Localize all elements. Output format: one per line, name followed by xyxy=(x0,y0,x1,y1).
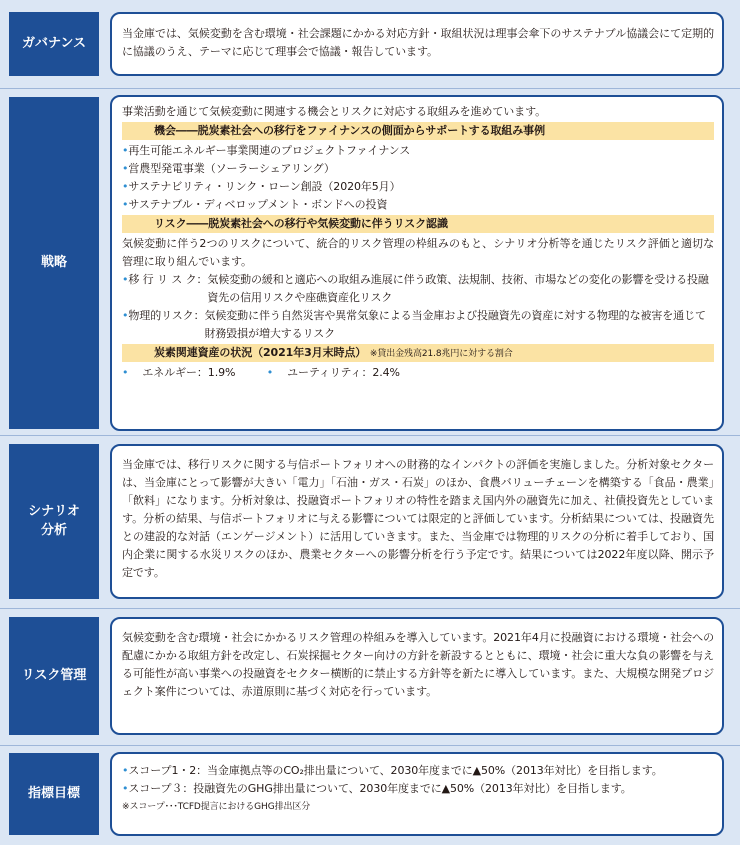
list-item: •サステナビリティ・リンク・ローン創設（2020年5月） xyxy=(122,180,401,193)
scenario-label: シナリオ 分析 xyxy=(9,444,99,599)
list-item: •サステナブル・ディベロップメント・ボンドへの投資 xyxy=(122,198,388,211)
strategy-row xyxy=(0,88,740,379)
utility-ratio: • ユーティリティ：2.4% xyxy=(266,366,400,379)
risk-management-label: リスク管理 xyxy=(9,617,99,735)
metrics-note: ※スコープ･･･TCFD提言におけるGHG排出区分 xyxy=(122,802,311,812)
scenario-text: 当金庫では、移行リスクに関する与信ポートフォリオへの財務的なインパクトの評価を実施しました。分析対象セクターは、当金庫にとって影響が大きい「電力」「石油・ガス・石炭」のほか、食農バリューチェーンを構築する「食品・農業」「飲料」になります。分析対象は、投融資ポートフォリオの特性を踏まえ国内外の融資先に加え、社債投資先としています。分析の結果、与信ポートフォリオに与える影響については限定的と評価しています。分析結果については、投融資先との建設的な対話（エンゲージメント）に活用していきます。また、当金庫では物理的リスクの分析に着手しており、国内企業に関する水災リスクのほか、農業セクターへの影響分析を行う予定です。結果については2022年度以降、開示予定です。 xyxy=(122,458,714,579)
opportunity-heading: 機会――脱炭素社会への移行をファイナンスの側面からサポートする取組み事例 xyxy=(122,122,714,140)
physical-risk-label: 物理的リスク： xyxy=(128,309,205,322)
list-item: •営農型発電事業（ソーラーシェアリング） xyxy=(122,162,335,175)
list-item: •再生可能エネルギー事業関連のプロジェクトファイナンス xyxy=(122,144,411,157)
list-item: •スコープ1・2：当金庫拠点等のCO₂排出量について、2030年度までに▲50%（2013年対比）を目指します。 xyxy=(122,764,663,777)
energy-ratio: • エネルギー：1.9% xyxy=(122,366,236,379)
strategy-intro: 事業活動を通じて気候変動に関連する機会とリスクに対応する取組みを進めています。 xyxy=(122,105,546,118)
scenario-box xyxy=(110,444,724,599)
transition-risk-label: 移 行 リ ス ク： xyxy=(128,273,208,286)
carbon-ratios xyxy=(122,364,714,382)
physical-risk: •物理的リスク： 気候変動に伴う自然災害や異常気象による当金庫および投融資先の資産に対する物理的な被害を通じて財務毀損が増大するリスク xyxy=(122,307,714,343)
risk-heading: リスク――脱炭素社会への移行や気候変動に伴うリスク認識 xyxy=(122,215,714,233)
scenario-row xyxy=(0,435,740,579)
list-item: •スコープ３：投融資先のGHG排出量について、2030年度までに▲50%（2013年対比）を目指します。 xyxy=(122,782,632,795)
physical-risk-text: 気候変動に伴う自然災害や異常気象による当金庫および投融資先の資産に対する物理的な被害を通じて財務毀損が増大するリスク xyxy=(204,309,706,340)
risk-intro: 気候変動に伴う2つのリスクについて、統合的リスク管理の枠組みのもと、シナリオ分析等を通じたリスク評価と適切な管理に取り組んでいます。 xyxy=(122,237,714,268)
transition-risk: •移 行 リ ス ク： 気候変動の緩和と適応への取組み進展に伴う政策、法規制、技術、市場などの変化の影響を受ける投融資先の信用リスクや座礁資産化リスク xyxy=(122,271,714,307)
carbon-heading: 炭素関連資産の状況（2021年3月末時点） ※貸出金残高21.8兆円に対する割合 xyxy=(122,344,714,362)
risk-management-box xyxy=(110,617,724,735)
strategy-box xyxy=(110,95,724,431)
metrics-label: 指標目標 xyxy=(9,753,99,835)
carbon-note: ※貸出金残高21.8兆円に対する割合 xyxy=(369,349,513,359)
governance-text: 当金庫では、気候変動を含む環境・社会課題にかかる対応方針・取組状況は理事会傘下のサステナブル協議会にて定期的に協議のうえ、テーマに応じて理事会で協議・報告しています。 xyxy=(122,27,714,58)
governance-label: ガバナンス xyxy=(9,12,99,76)
metrics-box xyxy=(110,752,724,836)
strategy-label: 戦略 xyxy=(9,97,99,429)
risk-management-text: 気候変動を含む環境・社会にかかるリスク管理の枠組みを導入しています。2021年4月に投融資における環境・社会への配慮にかかる取組方針を改定し、石炭採掘セクター向けの方針を新設するとともに、環境・社会に重大な負の影響を与える可能性が高い事業への投融資をセクター横断的に禁止する方針等を新たに導入しています。また、大規模な開発プロジェクト案件については、赤道原則に基づく対応を行っています。 xyxy=(122,631,714,698)
transition-risk-text: 気候変動の緩和と適応への取組み進展に伴う政策、法規制、技術、市場などの変化の影響を受ける投融資先の信用リスクや座礁資産化リスク xyxy=(207,273,709,304)
metrics-row xyxy=(0,745,740,812)
risk-management-row xyxy=(0,608,740,698)
governance-box xyxy=(110,12,724,76)
